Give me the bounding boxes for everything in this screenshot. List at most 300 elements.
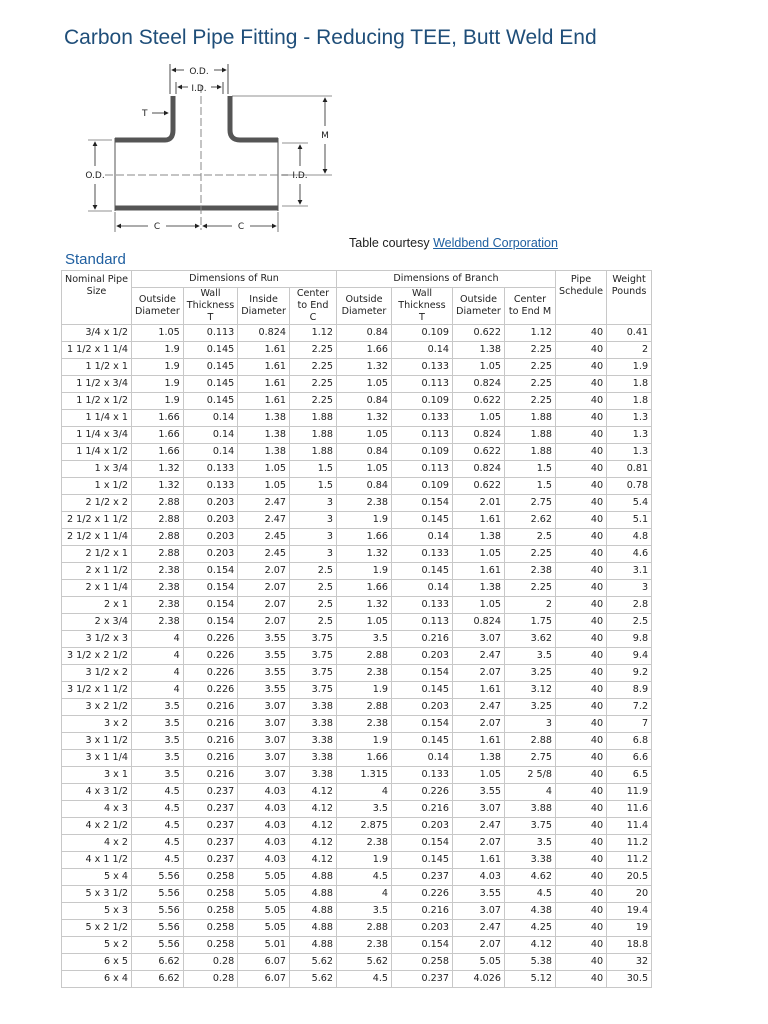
table-cell: 1.61 [452, 563, 504, 580]
table-cell: 4.12 [289, 801, 336, 818]
table-cell: 1.12 [504, 325, 555, 342]
table-cell: 2.25 [504, 580, 555, 597]
header-run-outside-diameter: Outside Diameter [132, 288, 184, 325]
table-row [62, 886, 652, 903]
table-cell: 0.109 [391, 325, 452, 342]
table-cell: 40 [555, 920, 606, 937]
table-cell: 0.154 [183, 563, 237, 580]
table-cell: 0.133 [183, 478, 237, 495]
table-cell: 0.203 [391, 699, 452, 716]
table-cell: 40 [555, 801, 606, 818]
od-top-label: O.D. [189, 67, 209, 77]
header-dimensions-branch: Dimensions of Branch [336, 271, 555, 288]
table-cell: 1.66 [132, 410, 184, 427]
table-cell: 40 [555, 410, 606, 427]
table-cell: 1.38 [452, 580, 504, 597]
table-cell: 4.5 [132, 818, 184, 835]
table-cell: 1.9 [336, 682, 391, 699]
table-cell: 5.56 [132, 869, 184, 886]
table-row [62, 818, 652, 835]
table-cell: 0.237 [183, 784, 237, 801]
table-cell: 3.55 [238, 631, 290, 648]
table-cell: 4.62 [504, 869, 555, 886]
table-cell: 1.3 [607, 427, 652, 444]
table-cell: 5.56 [132, 886, 184, 903]
table-cell: 3 [607, 580, 652, 597]
table-cell: 1.66 [336, 342, 391, 359]
section-title: Standard [65, 251, 126, 268]
table-cell-size: 2 1/2 x 2 [62, 495, 132, 512]
table-cell: 5.56 [132, 920, 184, 937]
table-cell: 3.07 [452, 631, 504, 648]
table-cell: 1.61 [238, 376, 290, 393]
table-cell: 2.47 [452, 920, 504, 937]
table-cell: 20.5 [607, 869, 652, 886]
table-cell: 2.25 [504, 393, 555, 410]
table-cell: 1.38 [238, 410, 290, 427]
table-cell: 9.2 [607, 665, 652, 682]
table-cell: 2.38 [132, 614, 184, 631]
table-cell: 4.8 [607, 529, 652, 546]
table-cell: 4.88 [289, 886, 336, 903]
table-cell: 0.824 [452, 427, 504, 444]
table-cell: 4 [132, 648, 184, 665]
table-cell: 18.8 [607, 937, 652, 954]
table-cell: 4.03 [238, 818, 290, 835]
table-cell: 2.5 [289, 580, 336, 597]
table-cell: 0.203 [183, 512, 237, 529]
table-row [62, 444, 652, 461]
table-cell: 0.622 [452, 325, 504, 342]
table-cell: 0.145 [391, 852, 452, 869]
reducing-tee-diagram [60, 60, 350, 235]
table-cell: 0.84 [336, 393, 391, 410]
table-cell: 5.12 [504, 971, 555, 988]
table-cell: 0.133 [391, 410, 452, 427]
table-cell: 3 [289, 512, 336, 529]
table-cell: 2.25 [504, 342, 555, 359]
table-cell-size: 3 x 2 [62, 716, 132, 733]
table-cell: 0.154 [391, 665, 452, 682]
id-top-label: I.D. [191, 84, 207, 94]
table-cell: 0.133 [391, 767, 452, 784]
table-cell: 4.5 [132, 852, 184, 869]
table-cell: 40 [555, 767, 606, 784]
table-cell: 3.75 [504, 818, 555, 835]
table-cell: 3.5 [336, 631, 391, 648]
table-cell: 0.216 [391, 801, 452, 818]
table-row [62, 801, 652, 818]
table-cell: 5.62 [289, 971, 336, 988]
table-cell: 0.226 [183, 682, 237, 699]
table-cell: 3.5 [132, 716, 184, 733]
table-cell: 2.25 [504, 546, 555, 563]
table-cell-size: 1 1/4 x 1/2 [62, 444, 132, 461]
table-cell: 0.154 [183, 580, 237, 597]
table-cell: 40 [555, 393, 606, 410]
table-cell: 3.1 [607, 563, 652, 580]
table-cell: 3.55 [452, 886, 504, 903]
page-title: Carbon Steel Pipe Fitting - Reducing TEE, Butt Weld End [64, 26, 597, 49]
table-cell: 4 [132, 665, 184, 682]
table-cell: 0.203 [391, 818, 452, 835]
table-cell: 3.07 [238, 699, 290, 716]
table-cell: 1.9 [132, 359, 184, 376]
header-dimensions-run: Dimensions of Run [132, 271, 337, 288]
table-cell: 3.5 [132, 767, 184, 784]
table-cell: 1.9 [607, 359, 652, 376]
table-cell: 3.55 [238, 665, 290, 682]
table-row [62, 852, 652, 869]
table-cell-size: 3 1/2 x 3 [62, 631, 132, 648]
table-cell: 2.88 [132, 495, 184, 512]
table-row [62, 376, 652, 393]
table-cell: 1.12 [289, 325, 336, 342]
table-cell: 1.38 [452, 529, 504, 546]
table-cell: 5.01 [238, 937, 290, 954]
table-cell: 1.05 [452, 359, 504, 376]
header-run-center-to-end: Center to End C [289, 288, 336, 325]
c-right-label: C [237, 222, 245, 232]
table-cell: 2.25 [289, 359, 336, 376]
table-cell: 2.88 [132, 512, 184, 529]
table-cell: 0.216 [183, 750, 237, 767]
table-cell: 1.38 [238, 444, 290, 461]
table-cell: 1.88 [289, 427, 336, 444]
table-cell: 0.14 [391, 580, 452, 597]
table-cell: 0.78 [607, 478, 652, 495]
table-cell: 2.25 [289, 376, 336, 393]
table-cell: 1.32 [336, 410, 391, 427]
table-cell: 40 [555, 648, 606, 665]
table-cell: 1.88 [504, 410, 555, 427]
table-cell: 3.62 [504, 631, 555, 648]
table-cell: 40 [555, 818, 606, 835]
table-row [62, 478, 652, 495]
table-cell: 3.5 [132, 699, 184, 716]
table-cell: 0.258 [183, 937, 237, 954]
table-cell: 40 [555, 359, 606, 376]
table-row [62, 665, 652, 682]
table-row [62, 920, 652, 937]
table-cell: 2 [504, 597, 555, 614]
table-cell: 0.154 [391, 937, 452, 954]
table-cell: 1.3 [607, 444, 652, 461]
table-cell: 0.154 [391, 716, 452, 733]
table-cell: 0.216 [183, 699, 237, 716]
table-cell: 0.237 [183, 801, 237, 818]
c-left-label: C [153, 222, 161, 232]
header-branch-center-to-end: Center to End M [504, 288, 555, 325]
table-cell-size: 4 x 3 1/2 [62, 784, 132, 801]
table-cell: 2.88 [336, 699, 391, 716]
table-cell: 40 [555, 631, 606, 648]
table-row [62, 512, 652, 529]
table-cell: 0.154 [183, 597, 237, 614]
table-cell: 1.38 [238, 427, 290, 444]
table-row [62, 869, 652, 886]
table-cell: 40 [555, 852, 606, 869]
table-cell: 7.2 [607, 699, 652, 716]
table-cell-size: 4 x 2 1/2 [62, 818, 132, 835]
table-cell: 2.47 [238, 512, 290, 529]
table-cell: 0.14 [183, 444, 237, 461]
table-cell: 2.25 [504, 359, 555, 376]
table-cell: 0.824 [452, 614, 504, 631]
table-cell: 40 [555, 546, 606, 563]
table-cell: 0.14 [391, 342, 452, 359]
header-run-wall-thickness: Wall Thickness T [183, 288, 237, 325]
table-cell: 0.154 [391, 495, 452, 512]
header-run-inside-diameter: Inside Diameter [238, 288, 290, 325]
table-body [62, 325, 652, 988]
table-cell: 2.88 [336, 920, 391, 937]
table-cell: 1.05 [336, 376, 391, 393]
table-cell: 1.32 [336, 546, 391, 563]
table-cell: 2.07 [452, 937, 504, 954]
table-row [62, 631, 652, 648]
table-row [62, 597, 652, 614]
table-cell-size: 3 x 2 1/2 [62, 699, 132, 716]
table-cell: 4 [132, 682, 184, 699]
table-cell: 6.07 [238, 971, 290, 988]
table-cell: 0.41 [607, 325, 652, 342]
table-cell: 7 [607, 716, 652, 733]
table-cell: 11.2 [607, 852, 652, 869]
table-cell: 0.216 [183, 767, 237, 784]
table-row [62, 325, 652, 342]
table-cell: 4.5 [132, 784, 184, 801]
table-cell: 1.38 [452, 342, 504, 359]
table-cell: 40 [555, 563, 606, 580]
table-cell: 2.47 [452, 699, 504, 716]
table-cell: 40 [555, 444, 606, 461]
table-cell: 0.133 [391, 359, 452, 376]
table-cell: 1.32 [132, 461, 184, 478]
table-cell: 0.258 [391, 954, 452, 971]
table-cell: 2.25 [504, 376, 555, 393]
table-row [62, 954, 652, 971]
table-cell: 4.88 [289, 869, 336, 886]
table-cell: 1.5 [289, 461, 336, 478]
table-cell: 2.5 [289, 563, 336, 580]
table-cell: 4.88 [289, 920, 336, 937]
table-cell: 1.61 [452, 852, 504, 869]
table-cell: 4.12 [504, 937, 555, 954]
table-cell-size: 2 1/2 x 1 1/2 [62, 512, 132, 529]
table-cell: 2.07 [238, 614, 290, 631]
table-cell: 40 [555, 665, 606, 682]
header-pipe-schedule: Pipe Schedule [555, 271, 606, 325]
table-cell: 1.9 [132, 376, 184, 393]
header-branch-outside-diameter: Outside Diameter [336, 288, 391, 325]
table-cell: 1.66 [336, 580, 391, 597]
table-cell: 0.622 [452, 444, 504, 461]
table-cell: 0.203 [183, 546, 237, 563]
table-cell: 3.88 [504, 801, 555, 818]
table-cell: 4.5 [336, 971, 391, 988]
table-cell: 2.38 [336, 665, 391, 682]
table-cell: 4.38 [504, 903, 555, 920]
table-cell: 4.5 [504, 886, 555, 903]
table-cell: 40 [555, 495, 606, 512]
table-cell: 4.25 [504, 920, 555, 937]
table-cell: 40 [555, 750, 606, 767]
table-cell: 40 [555, 478, 606, 495]
table-cell-size: 2 x 1 1/4 [62, 580, 132, 597]
table-cell: 1.38 [452, 750, 504, 767]
table-cell: 2.5 [289, 614, 336, 631]
table-cell: 0.145 [183, 376, 237, 393]
table-cell: 5.62 [289, 954, 336, 971]
table-cell: 3.38 [289, 750, 336, 767]
table-cell: 1.5 [289, 478, 336, 495]
table-cell: 2.07 [238, 563, 290, 580]
table-cell: 4.5 [132, 801, 184, 818]
table-cell-size: 2 x 3/4 [62, 614, 132, 631]
table-cell: 40 [555, 376, 606, 393]
table-cell: 4.5 [132, 835, 184, 852]
table-cell: 4.12 [289, 784, 336, 801]
table-cell: 4.12 [289, 835, 336, 852]
table-cell: 2.07 [238, 580, 290, 597]
table-cell: 5.05 [238, 886, 290, 903]
table-cell: 1.9 [132, 393, 184, 410]
table-cell: 0.14 [391, 529, 452, 546]
table-cell: 0.109 [391, 393, 452, 410]
table-cell: 40 [555, 529, 606, 546]
table-cell: 11.9 [607, 784, 652, 801]
table-cell: 3 [289, 546, 336, 563]
table-cell: 0.203 [391, 648, 452, 665]
table-cell: 2.38 [336, 495, 391, 512]
table-cell: 2.75 [504, 750, 555, 767]
table-cell-size: 6 x 4 [62, 971, 132, 988]
table-cell: 1.66 [132, 444, 184, 461]
table-cell: 1.9 [336, 733, 391, 750]
table-cell: 40 [555, 903, 606, 920]
table-cell: 3.38 [504, 852, 555, 869]
table-cell: 1.9 [336, 563, 391, 580]
table-cell: 2.875 [336, 818, 391, 835]
od-left-label: O.D. [85, 171, 105, 181]
header-nominal-size: Nominal Pipe Size [62, 271, 132, 325]
table-cell: 0.258 [183, 920, 237, 937]
table-cell: 5.05 [238, 920, 290, 937]
table-cell-size: 4 x 1 1/2 [62, 852, 132, 869]
table-cell: 40 [555, 971, 606, 988]
table-cell: 3.38 [289, 699, 336, 716]
table-cell: 1.61 [452, 512, 504, 529]
table-cell: 0.258 [183, 886, 237, 903]
table-cell: 2.5 [289, 597, 336, 614]
table-cell-size: 4 x 2 [62, 835, 132, 852]
table-cell: 0.237 [391, 971, 452, 988]
table-cell: 1.66 [336, 750, 391, 767]
table-cell: 0.237 [183, 835, 237, 852]
table-row [62, 546, 652, 563]
table-cell-size: 2 1/2 x 1 [62, 546, 132, 563]
table-cell: 0.145 [391, 563, 452, 580]
table-cell: 2.25 [289, 393, 336, 410]
table-cell: 5.05 [452, 954, 504, 971]
table-cell: 5.4 [607, 495, 652, 512]
table-cell: 1.66 [132, 427, 184, 444]
table-cell: 1.8 [607, 376, 652, 393]
table-cell: 1.05 [336, 614, 391, 631]
table-cell: 2.5 [607, 614, 652, 631]
table-cell: 40 [555, 342, 606, 359]
table-cell: 11.4 [607, 818, 652, 835]
table-cell: 4.12 [289, 818, 336, 835]
table-cell: 3.5 [132, 750, 184, 767]
table-cell: 0.154 [391, 835, 452, 852]
table-cell: 2.5 [504, 529, 555, 546]
table-row [62, 529, 652, 546]
table-cell: 4.03 [238, 784, 290, 801]
table-cell: 0.109 [391, 478, 452, 495]
table-cell: 0.84 [336, 325, 391, 342]
table-row [62, 835, 652, 852]
table-cell: 2.47 [452, 648, 504, 665]
weldbend-link[interactable]: Weldbend Corporation [433, 236, 558, 250]
table-cell: 0.28 [183, 971, 237, 988]
table-row [62, 682, 652, 699]
table-cell: 2.07 [238, 597, 290, 614]
table-cell: 0.226 [183, 648, 237, 665]
table-cell: 0.237 [391, 869, 452, 886]
table-cell: 0.203 [183, 495, 237, 512]
table-cell-size: 5 x 4 [62, 869, 132, 886]
table-cell: 1.88 [504, 427, 555, 444]
table-cell: 1.32 [336, 597, 391, 614]
table-cell: 4 [504, 784, 555, 801]
table-cell-size: 5 x 3 [62, 903, 132, 920]
id-right-label: I.D. [292, 171, 308, 181]
table-row [62, 648, 652, 665]
table-cell: 1.05 [452, 410, 504, 427]
table-cell: 1.88 [289, 410, 336, 427]
table-cell-size: 1 1/2 x 1 [62, 359, 132, 376]
table-cell: 40 [555, 580, 606, 597]
table-cell: 0.113 [391, 376, 452, 393]
table-cell: 1.8 [607, 393, 652, 410]
table-cell: 4.5 [336, 869, 391, 886]
table-cell: 2.88 [504, 733, 555, 750]
table-cell: 3.07 [238, 767, 290, 784]
table-cell-size: 1 x 3/4 [62, 461, 132, 478]
table-cell: 5.56 [132, 937, 184, 954]
table-cell-size: 1 1/2 x 1/2 [62, 393, 132, 410]
table-cell: 4 [336, 784, 391, 801]
table-cell: 4.03 [238, 852, 290, 869]
table-cell: 2.07 [452, 716, 504, 733]
table-cell: 30.5 [607, 971, 652, 988]
table-cell: 0.622 [452, 393, 504, 410]
table-cell: 0.14 [391, 750, 452, 767]
table-cell-size: 3 x 1 1/2 [62, 733, 132, 750]
table-cell: 2.88 [336, 648, 391, 665]
table-cell: 40 [555, 937, 606, 954]
table-row [62, 359, 652, 376]
table-cell: 3.07 [452, 903, 504, 920]
table-cell: 32 [607, 954, 652, 971]
table-row [62, 903, 652, 920]
table-row [62, 410, 652, 427]
table-cell: 3.07 [238, 716, 290, 733]
table-cell: 9.4 [607, 648, 652, 665]
table-cell: 5.62 [336, 954, 391, 971]
